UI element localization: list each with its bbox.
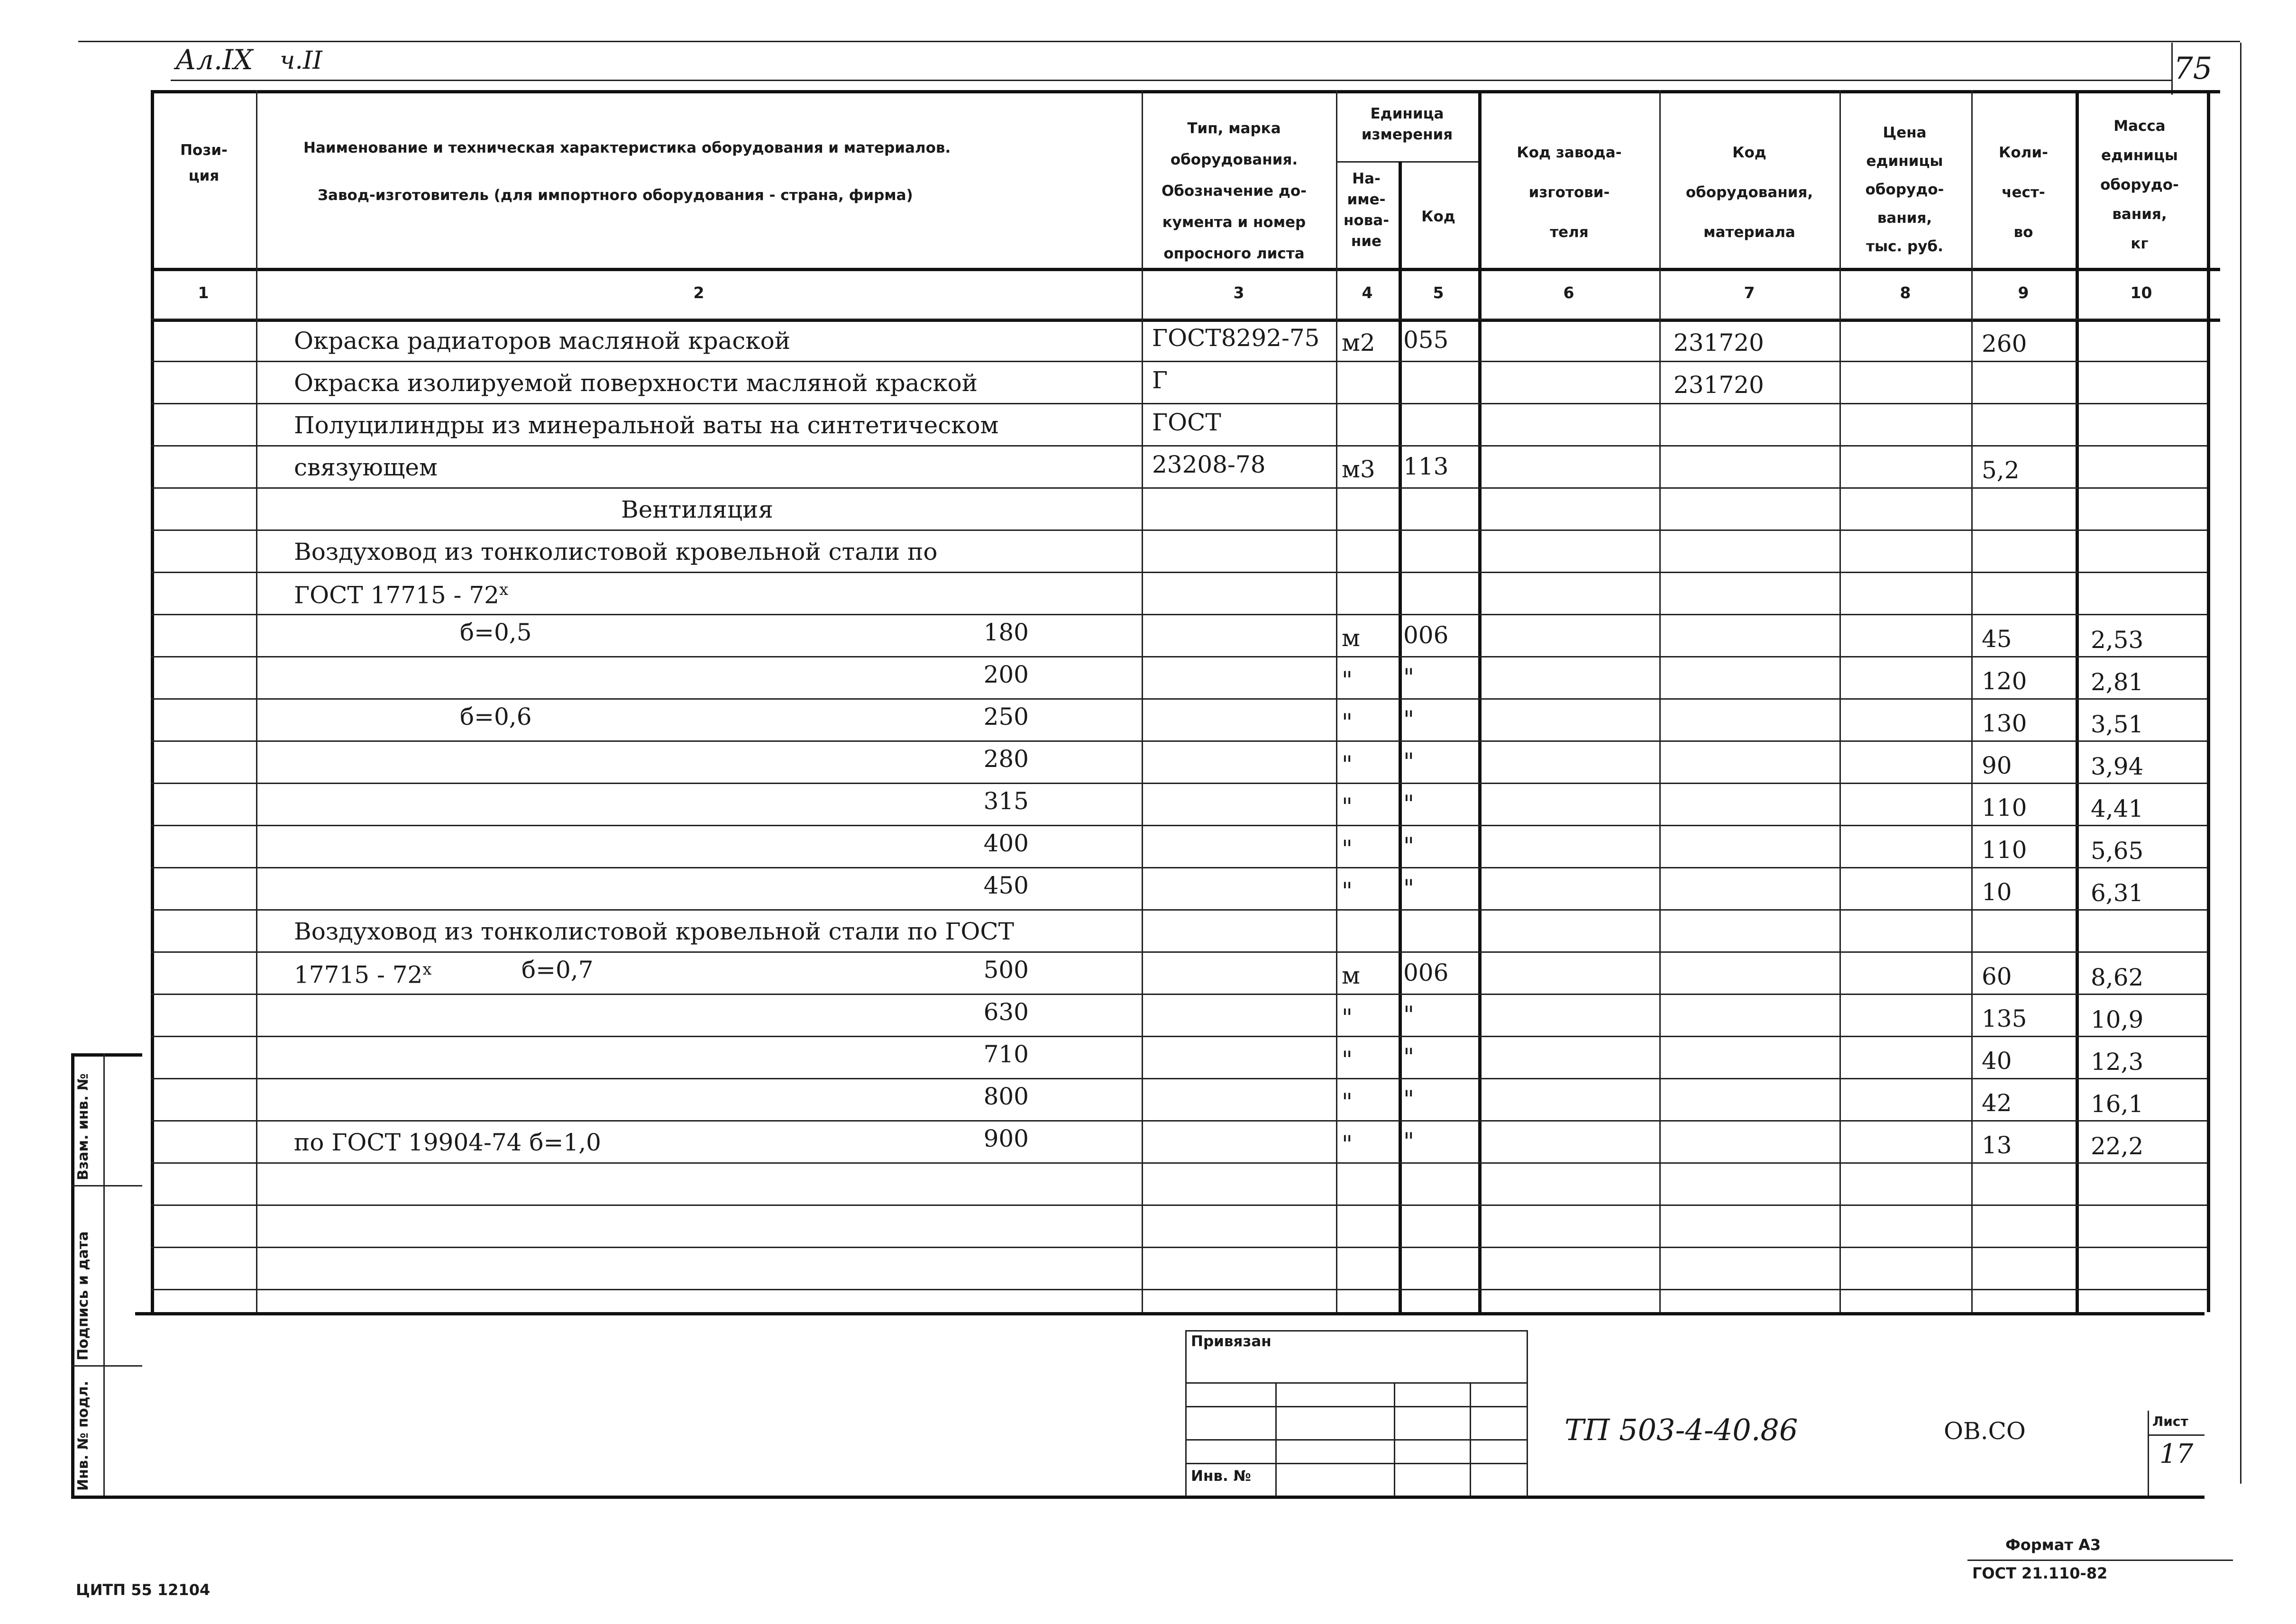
row-divider — [151, 698, 2207, 700]
unit-code: " — [1403, 1001, 1414, 1029]
unit-mass: 22,2 — [2091, 1132, 2144, 1160]
col-header-name-line2: Завод-изготовитель (для импортного оборудования - страна, фирма) — [318, 187, 913, 204]
unit-mass: 3,94 — [2091, 753, 2144, 780]
page-box-left — [2171, 43, 2173, 95]
unit-name: " — [1342, 666, 1353, 694]
column-number: 6 — [1563, 283, 1574, 302]
unit-name: " — [1342, 1004, 1353, 1031]
duct-size: 450 — [983, 872, 1029, 899]
col-header-unit-code: Код — [1421, 208, 1455, 225]
unit-code: " — [1403, 748, 1414, 776]
column-number: 7 — [1744, 283, 1755, 302]
row-divider — [151, 951, 2207, 953]
row-divider — [151, 403, 2207, 404]
unit-name: " — [1342, 835, 1353, 863]
column-number: 5 — [1433, 283, 1444, 302]
type-mark: ГОСТ8292-75 — [1152, 324, 1320, 352]
col-header-quantity: Коли- чест- во — [1999, 144, 2048, 241]
column-divider — [1478, 90, 1482, 1312]
format-label: Формат А3 — [2005, 1536, 2101, 1554]
col-header-factory-code: Код завода- изготови- теля — [1517, 144, 1622, 241]
column-divider — [2207, 90, 2210, 1312]
duct-size: 630 — [983, 998, 1029, 1026]
item-name: Окраска радиаторов масляной краской — [294, 327, 791, 355]
row-divider — [151, 529, 2207, 531]
row-divider — [151, 994, 2207, 995]
duct-size: 400 — [983, 830, 1029, 857]
unit-mass: 8,62 — [2091, 964, 2144, 991]
col-header-unit-group: Единица измерения — [1361, 105, 1453, 143]
quantity: 135 — [1982, 1005, 2027, 1032]
unit-code: " — [1403, 790, 1414, 818]
column-number: 3 — [1233, 283, 1244, 302]
quantity: 260 — [1982, 330, 2027, 357]
unit-mass: 16,1 — [2091, 1090, 2144, 1118]
column-divider — [151, 90, 154, 1312]
column-number: 8 — [1900, 283, 1911, 302]
row-divider — [151, 487, 2207, 489]
col-header-position: Пози- ция — [180, 142, 228, 184]
column-divider — [256, 90, 257, 1312]
right-border — [2240, 43, 2241, 1484]
col-header-unit-name: На- име- нова- ние — [1343, 170, 1390, 250]
unit-mass: 12,3 — [2091, 1048, 2144, 1076]
unit-code: " — [1403, 1086, 1414, 1113]
type-mark: ГОСТ — [1152, 409, 1221, 436]
quantity: 120 — [1982, 667, 2027, 695]
item-name: по ГОСТ 19904-74 б=1,0 — [294, 1129, 601, 1156]
item-name: Окраска изолируемой поверхности масляной краской — [294, 369, 978, 397]
column-divider — [1839, 90, 1841, 1312]
row-divider — [151, 1120, 2207, 1122]
top-border — [78, 41, 2240, 42]
unit-mass: 2,81 — [2091, 668, 2144, 696]
item-name: Воздуховод из тонколистовой кровельной стали по — [294, 538, 938, 566]
unit-name: м — [1342, 624, 1360, 652]
quantity: 110 — [1982, 794, 2027, 821]
duct-size: 900 — [983, 1125, 1029, 1152]
item-name: Полуцилиндры из минеральной ваты на синтетическом — [294, 411, 999, 439]
unit-code: 113 — [1403, 453, 1449, 480]
col-header-name-line1: Наименование и техническая характеристика оборудования и материалов. — [303, 139, 951, 156]
quantity: 42 — [1982, 1089, 2012, 1117]
row-divider — [151, 783, 2207, 784]
unit-code: " — [1403, 875, 1414, 902]
unit-name: " — [1342, 793, 1353, 821]
unit-name: " — [1342, 877, 1353, 905]
duct-size: 500 — [983, 956, 1029, 984]
quantity: 45 — [1982, 625, 2012, 653]
duct-size: 280 — [983, 745, 1029, 773]
unit-name: м — [1342, 962, 1360, 989]
quantity: 90 — [1982, 752, 2012, 779]
row-divider — [151, 1036, 2207, 1037]
quantity: 130 — [1982, 710, 2027, 737]
row-divider — [151, 572, 2207, 573]
quantity: 40 — [1982, 1047, 2012, 1075]
superscript: х — [422, 960, 432, 979]
column-divider — [1659, 90, 1661, 1312]
unit-mass: 5,65 — [2091, 837, 2144, 865]
row-divider — [151, 1289, 2207, 1290]
quantity: 10 — [1982, 878, 2012, 906]
column-number: 1 — [198, 283, 209, 302]
side-label-sign-date: Подпись и дата — [75, 1231, 91, 1360]
row-divider — [151, 740, 2207, 742]
unit-name: м2 — [1342, 329, 1375, 356]
column-number: 10 — [2130, 283, 2152, 302]
item-name: Воздуховод из тонколистовой кровельной стали по ГОСТ — [294, 918, 1015, 945]
quantity: 60 — [1982, 963, 2012, 990]
row-divider — [151, 867, 2207, 868]
unit-name: м3 — [1342, 456, 1375, 483]
row-divider — [151, 1247, 2207, 1248]
unit-code: 006 — [1403, 959, 1449, 986]
row-divider — [151, 825, 2207, 826]
document-mark: ОВ.СО — [1944, 1417, 2026, 1445]
item-name: $17715 - 72^х$ — [294, 960, 432, 989]
material-code: 231720 — [1674, 371, 1764, 399]
row-divider — [151, 1162, 2207, 1164]
unit-mass: 10,9 — [2091, 1006, 2144, 1033]
duct-size: 315 — [983, 787, 1029, 815]
col-header-price: Цена единицы оборудо- вания, тыс. руб. — [1865, 124, 1944, 255]
item-name: ГОСТ $17715 - 72^х$ — [294, 580, 509, 609]
row-divider — [151, 319, 2207, 320]
title-underline — [171, 80, 2171, 81]
column-divider — [1971, 90, 1973, 1312]
row-divider — [151, 1078, 2207, 1079]
unit-code: " — [1403, 706, 1414, 733]
album-number: Ал.IX — [175, 44, 253, 76]
unit-code: 055 — [1403, 326, 1449, 354]
unit-code: " — [1403, 1043, 1414, 1071]
column-divider — [1142, 90, 1143, 1312]
material-code: 231720 — [1674, 329, 1764, 356]
quantity: 110 — [1982, 836, 2027, 864]
sheet-number: 17 — [2159, 1439, 2194, 1469]
column-number: 4 — [1362, 283, 1373, 302]
stamp-privyazan-label: Привязан — [1191, 1333, 1271, 1350]
duct-size: 710 — [983, 1040, 1029, 1068]
type-mark: Г — [1152, 366, 1168, 394]
column-divider — [2076, 90, 2079, 1312]
column-divider — [1336, 90, 1337, 1312]
col-header-mass: Масса единицы оборудо- вания, кг — [2100, 118, 2179, 252]
thickness-label: б=0,6 — [460, 703, 532, 730]
col-header-type: Тип, марка оборудования. Обозначение до- кумента и номер опросного листа — [1161, 120, 1307, 262]
quantity: 13 — [1982, 1131, 2012, 1159]
superscript: х — [499, 580, 509, 599]
duct-size: 200 — [983, 661, 1029, 688]
unit-code: " — [1403, 1128, 1414, 1155]
section-title: Вентиляция — [621, 496, 773, 523]
duct-size: 180 — [983, 619, 1029, 646]
item-name: связующем — [294, 454, 438, 481]
row-divider — [151, 656, 2207, 657]
unit-mass: 6,31 — [2091, 879, 2144, 907]
sheet-label: Лист — [2152, 1414, 2188, 1429]
type-mark: 23208-78 — [1152, 451, 1266, 478]
document-code: ТП 503-4-40.86 — [1564, 1413, 1798, 1447]
quantity: 5,2 — [1982, 456, 2020, 484]
side-label-inv-podl: Инв. № подл. — [75, 1380, 91, 1491]
gost-label: ГОСТ 21.110-82 — [1972, 1564, 2108, 1582]
page-number: 75 — [2174, 51, 2213, 86]
duct-size: 250 — [983, 703, 1029, 730]
thickness-label: б=0,5 — [460, 619, 532, 646]
column-number: 2 — [693, 283, 704, 302]
stamp-inv-label: Инв. № — [1191, 1468, 1251, 1485]
row-divider — [151, 361, 2207, 362]
unit-mass: 3,51 — [2091, 711, 2144, 738]
unit-name: " — [1342, 709, 1353, 736]
unit-name: " — [1342, 1088, 1353, 1116]
row-divider — [151, 445, 2207, 447]
unit-code: " — [1403, 664, 1414, 691]
org-code: ЦИТП 55 12104 — [76, 1581, 210, 1599]
column-divider — [1399, 161, 1402, 1312]
duct-size: 800 — [983, 1083, 1029, 1110]
thickness-label: б=0,7 — [521, 956, 594, 984]
unit-mass: 2,53 — [2091, 626, 2144, 654]
column-number: 9 — [2018, 283, 2029, 302]
unit-name: " — [1342, 751, 1353, 778]
unit-code: 006 — [1403, 621, 1449, 649]
row-divider — [151, 1204, 2207, 1206]
row-divider — [151, 614, 2207, 615]
part-number: ч.II — [280, 46, 322, 75]
unit-code: " — [1403, 832, 1414, 860]
row-divider — [151, 909, 2207, 911]
unit-name: " — [1342, 1131, 1353, 1158]
unit-mass: 4,41 — [2091, 795, 2144, 822]
unit-name: " — [1342, 1046, 1353, 1074]
side-label-inv-vzam: Взам. инв. № — [75, 1073, 91, 1180]
col-header-material-code: Код оборудования, материала — [1685, 144, 1813, 241]
